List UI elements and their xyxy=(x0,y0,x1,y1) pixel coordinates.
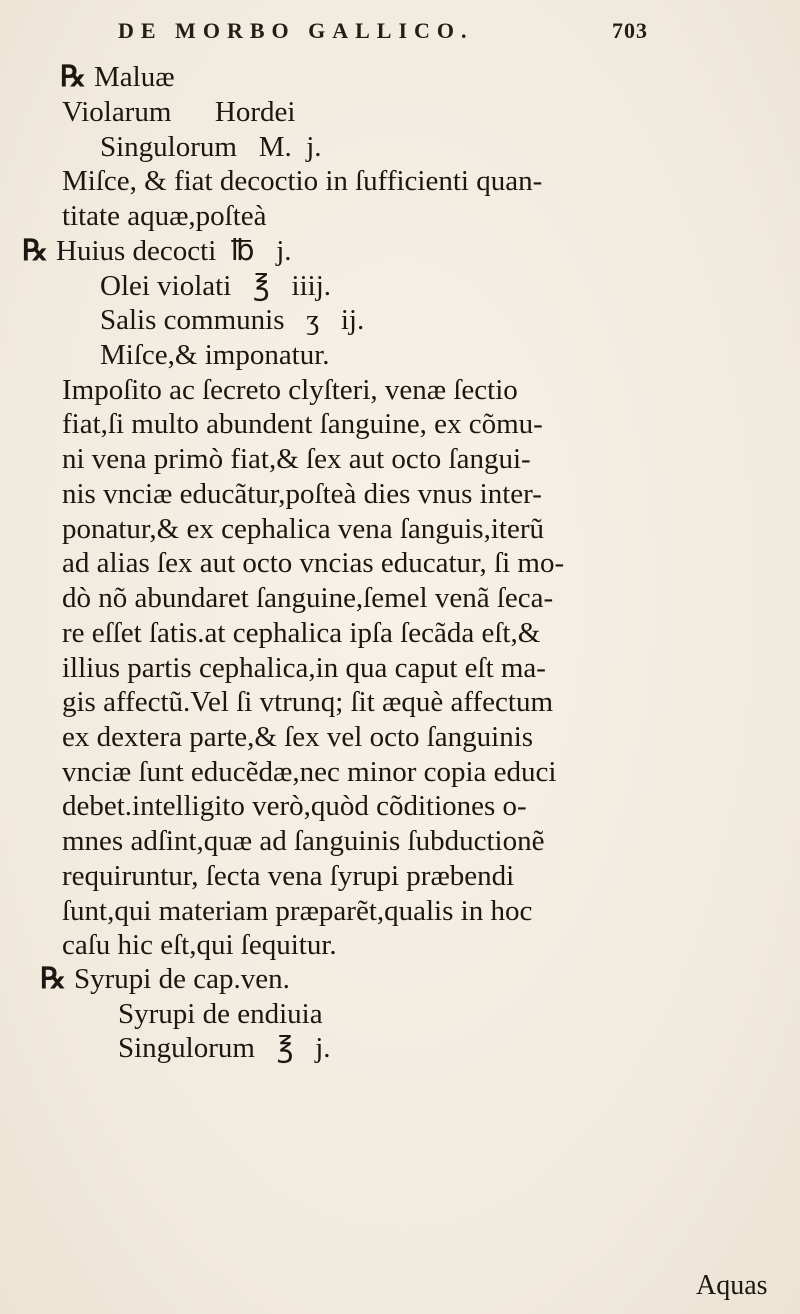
line-text: ad alias ſex aut octo vncias educatur, ſi mo- xyxy=(62,547,565,579)
line-text: Singulorum M. j. xyxy=(100,131,322,163)
text-line xyxy=(62,755,556,789)
text-line xyxy=(62,928,337,962)
line-text: Syrupi de endiuia xyxy=(118,998,323,1030)
line-text: Maluæ xyxy=(94,61,175,93)
line-text: Violarum Hordei xyxy=(62,96,296,128)
text-line xyxy=(40,962,290,996)
text-line xyxy=(118,1031,331,1065)
line-text: titate aquæ,poſteà xyxy=(62,200,267,232)
line-text: mnes adſint,quæ ad ſanguinis ſubductionẽ xyxy=(62,825,545,857)
text-line xyxy=(62,789,527,823)
line-text: ni vena primò fiat,& ſex aut octo ſangui- xyxy=(62,443,531,475)
text-line xyxy=(62,199,267,233)
line-text: Singulorum ℥ j. xyxy=(118,1032,331,1064)
line-text: vnciæ ſunt educẽdæ,nec minor copia educi xyxy=(62,756,557,788)
text-line xyxy=(62,95,295,129)
text-line xyxy=(62,581,553,615)
page-number: 703 xyxy=(612,18,648,43)
text-line xyxy=(62,685,553,719)
text-line xyxy=(100,303,364,337)
line-text: fiat,ſi multo abundent ſanguine, ex cõmu- xyxy=(62,408,543,440)
line-text: dò nõ abundaret ſanguine,ſemel venã ſeca- xyxy=(62,582,554,614)
text-line xyxy=(62,477,542,511)
running-head: DE MORBO GALLICO. xyxy=(118,18,474,43)
line-text: nis vnciæ educãtur,poſteà dies vnus inter- xyxy=(62,478,542,510)
text-line xyxy=(100,338,330,372)
text-line xyxy=(62,651,546,685)
line-text: ſunt,qui materiam præparẽt,qualis in hoc xyxy=(62,895,533,927)
line-text: Olei violati ℥ iiij. xyxy=(100,270,332,302)
line-text: ponatur,& ex cephalica vena ſanguis,iterũ xyxy=(62,513,544,545)
text-line xyxy=(62,373,518,407)
line-text: re eſſet ſatis.at cephalica ipſa ſecãda eſt,& xyxy=(62,617,541,649)
text-line xyxy=(62,164,542,198)
text-line xyxy=(22,234,292,268)
text-line xyxy=(62,894,532,928)
line-text: Huius decocti ℔ j. xyxy=(56,235,292,267)
text-line xyxy=(62,720,533,754)
recipe-symbol-icon: ℞ xyxy=(60,61,86,93)
catchword: Aquas xyxy=(696,1270,768,1301)
text-line xyxy=(60,60,175,94)
text-line xyxy=(118,997,323,1031)
line-text: ex dextera parte,& ſex vel octo ſanguinis xyxy=(62,721,534,753)
recipe-symbol-icon: ℞ xyxy=(40,963,66,995)
line-text: Syrupi de cap.ven. xyxy=(74,963,290,995)
line-text: debet.intelligito verò,quòd cõditiones o- xyxy=(62,790,527,822)
line-text: Salis communis ʒ ij. xyxy=(100,304,365,336)
text-line xyxy=(62,546,564,580)
text-line xyxy=(100,269,331,303)
text-line xyxy=(100,130,322,164)
text-line xyxy=(62,512,544,546)
line-text: Miſce,& imponatur. xyxy=(100,339,330,371)
line-text: gis affectũ.Vel ſi vtrunq; ſit æquè affectum xyxy=(62,686,554,718)
text-line xyxy=(62,616,540,650)
line-text: requiruntur, ſecta vena ſyrupi præbendi xyxy=(62,860,515,892)
line-text: caſu hic eſt,qui ſequitur. xyxy=(62,929,337,961)
text-line xyxy=(62,407,543,441)
text-line xyxy=(62,442,531,476)
line-text: Impoſito ac ſecreto clyſteri, venæ ſectio xyxy=(62,374,518,406)
text-line xyxy=(62,824,544,858)
text-line xyxy=(62,859,514,893)
line-text: Miſce, & fiat decoctio in ſufficienti quan- xyxy=(62,165,543,197)
recipe-symbol-icon: ℞ xyxy=(22,235,48,267)
line-text: illius partis cephalica,in qua caput eſt ma- xyxy=(62,652,546,684)
